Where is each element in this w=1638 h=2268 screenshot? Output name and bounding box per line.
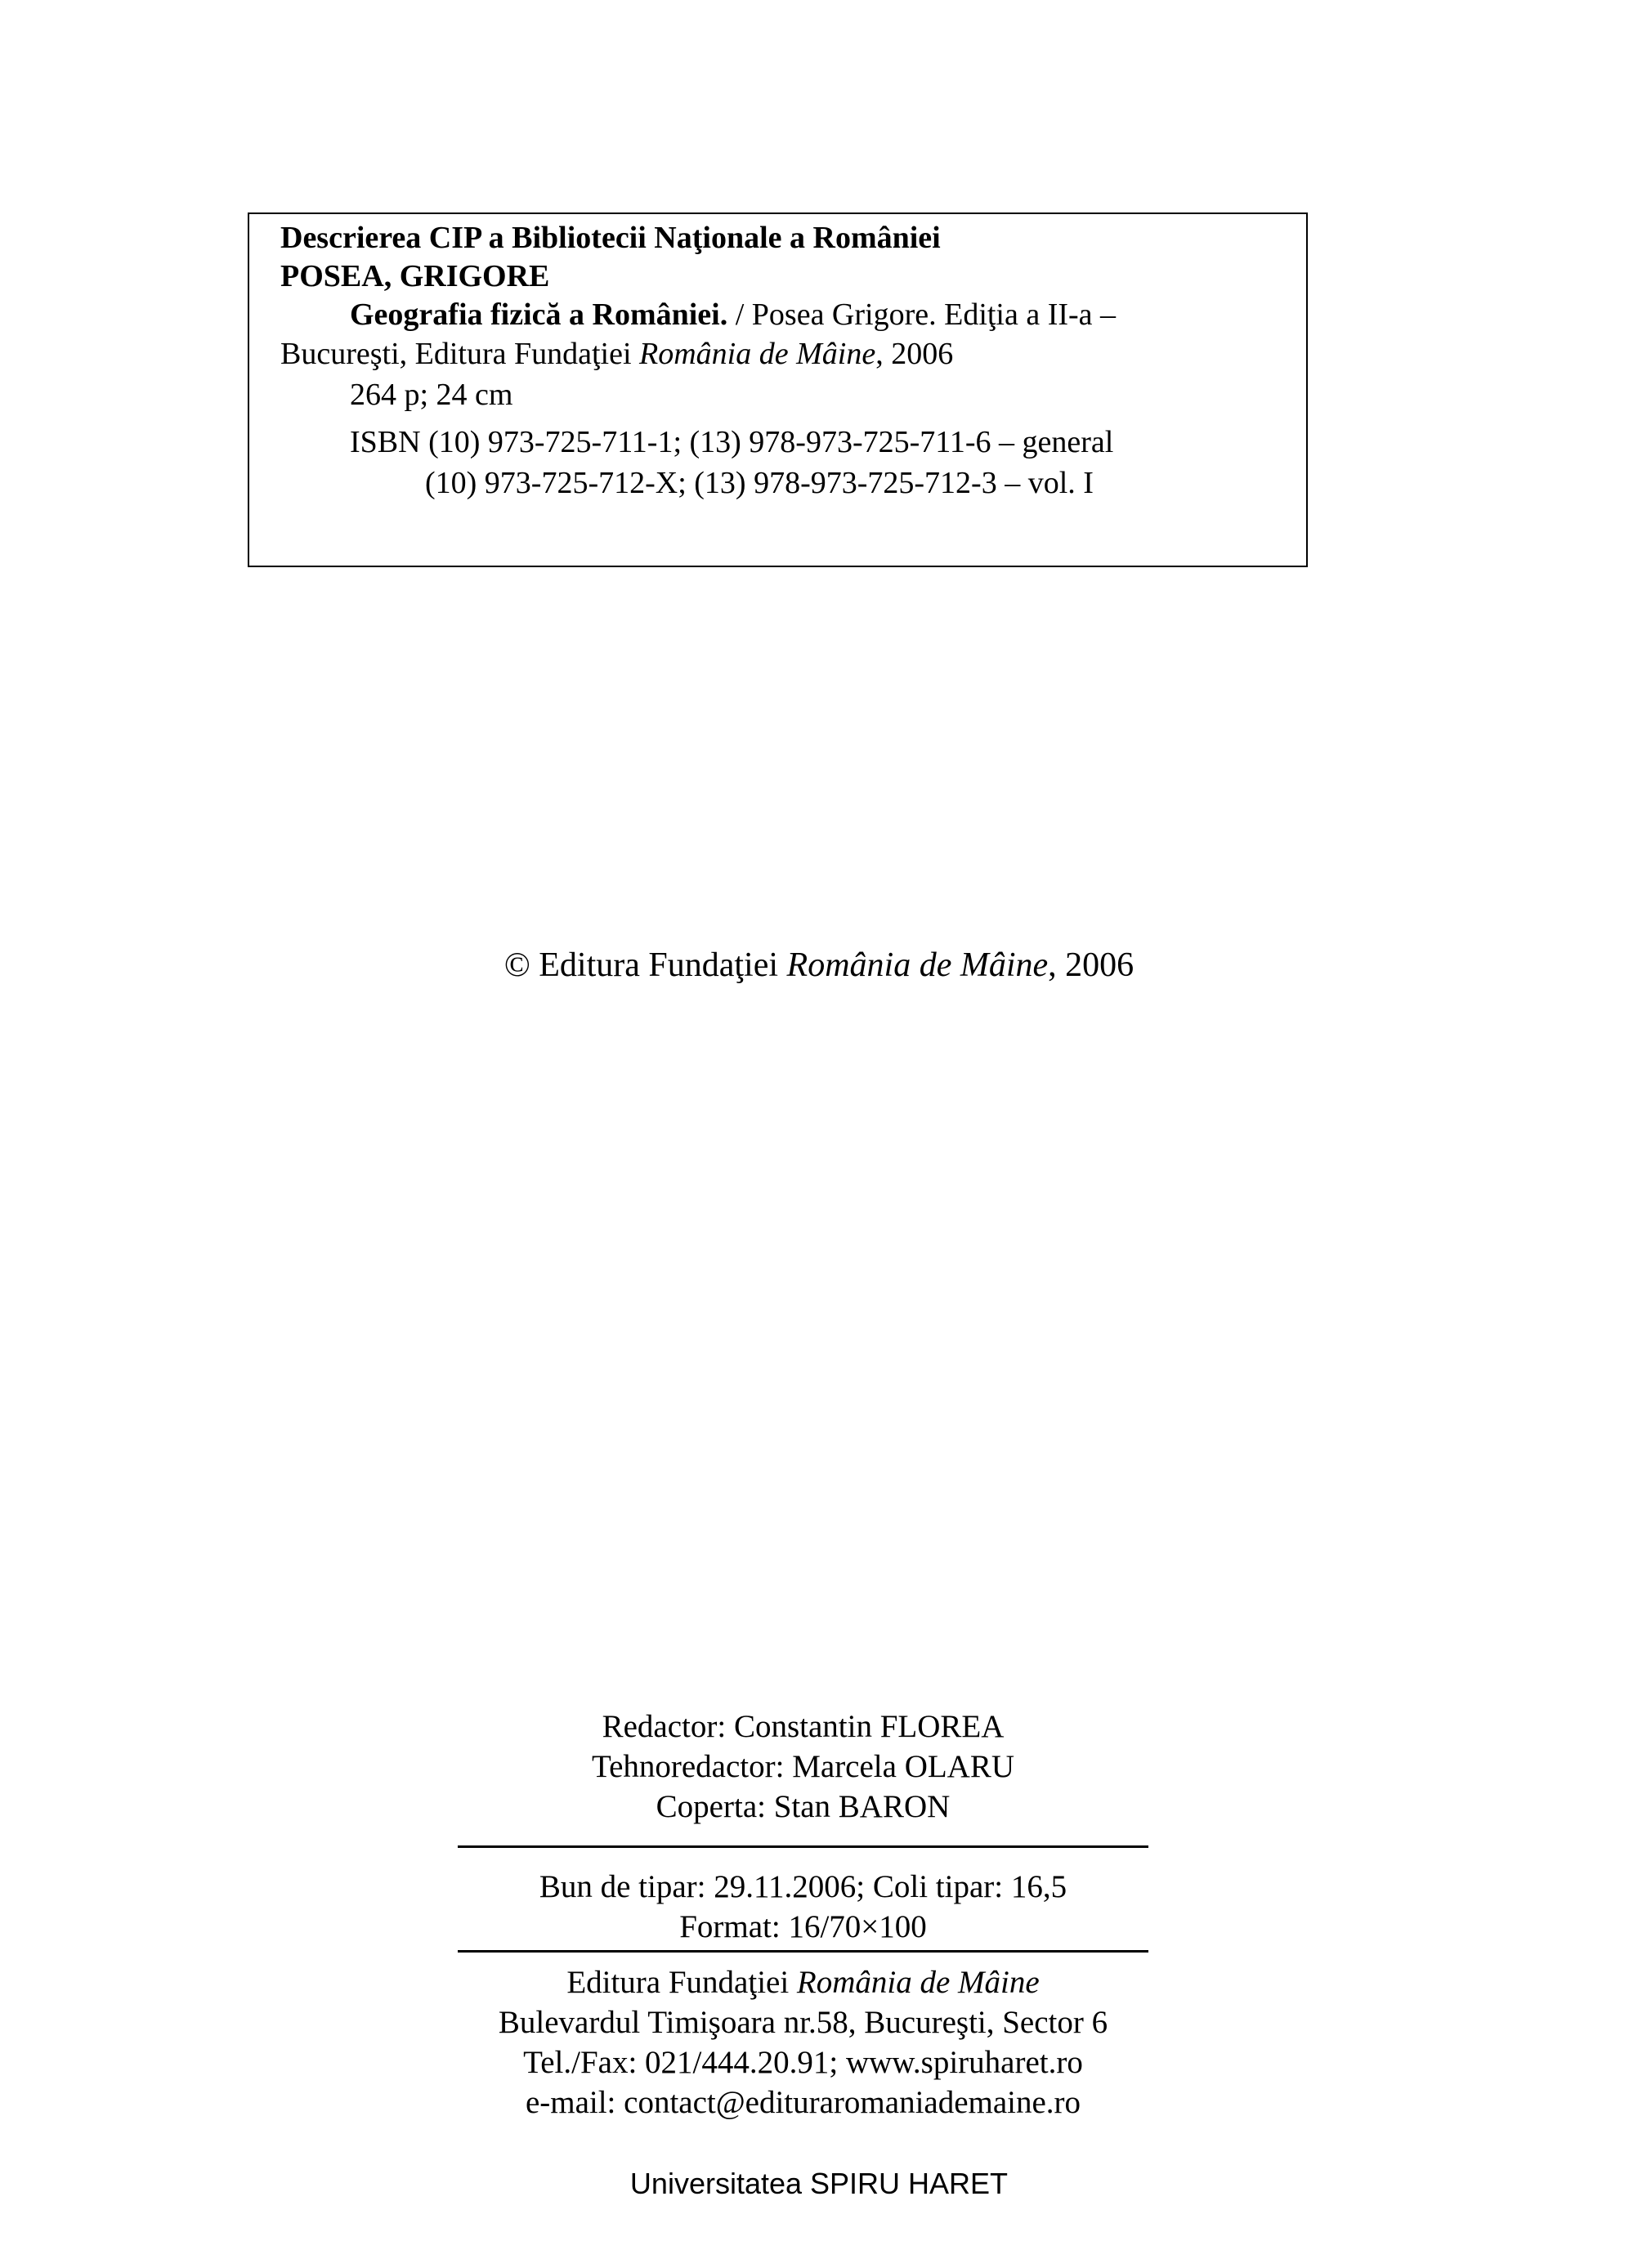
credit-coperta: Coperta: Stan BARON: [656, 1789, 951, 1824]
cip-isbn-general: ISBN (10) 973-725-711-1; (13) 978-973-725-711-6 – general: [350, 425, 1114, 459]
cip-title: Geografia fizică a României.: [350, 297, 728, 332]
publisher-email: e-mail: contact@edituraromaniademaine.ro: [525, 2085, 1081, 2120]
cip-publisher-italic: România de Mâine: [639, 337, 876, 371]
publisher-contact: Tel./Fax: 021/444.20.91; www.spiruharet.ro: [523, 2045, 1083, 2080]
divider-top: [458, 1845, 1148, 1848]
cip-title-line: [350, 296, 1116, 333]
cip-heading: Descrierea CIP a Bibliotecii Naţionale a României: [280, 221, 941, 255]
copyright-line: [0, 944, 1638, 986]
credit-redactor: Redactor: Constantin FLOREA: [602, 1709, 1005, 1744]
copyright-italic: România de Mâine: [786, 946, 1049, 984]
footer-university: Universitatea SPIRU HARET: [629, 2167, 1009, 2200]
cip-title-rest: / Posea Grigore. Ediţia a II-a –: [727, 297, 1117, 332]
publisher-name-prefix: Editura Fundaţiei: [566, 1965, 797, 2000]
cip-place-publisher: Bucureşti, Editura Fundaţiei: [280, 337, 640, 371]
cip-pages: 264 p; 24 cm: [350, 378, 513, 412]
copyright-prefix: © Editura Fundaţiei: [503, 946, 787, 984]
cip-author: POSEA, GRIGORE: [280, 259, 550, 293]
print-bun-de-tipar: Bun de tipar: 29.11.2006; Coli tipar: 16,5: [539, 1869, 1067, 1904]
cip-year: , 2006: [875, 337, 954, 371]
divider-bottom: [458, 1950, 1148, 1953]
copyright-suffix: , 2006: [1048, 946, 1135, 984]
publisher-address: Bulevardul Timişoara nr.58, Bucureşti, Sector 6: [498, 2005, 1108, 2040]
print-format: Format: 16/70×100: [679, 1909, 927, 1944]
publisher-name: [458, 1962, 1148, 2002]
credit-tehnoredactor: Tehnoredactor: Marcela OLARU: [591, 1749, 1015, 1784]
cip-publisher-line: [280, 335, 953, 373]
publisher-name-italic: România de Mâine: [796, 1965, 1040, 2000]
cip-isbn-vol: (10) 973-725-712-X; (13) 978-973-725-712-3 – vol. I: [425, 466, 1094, 500]
